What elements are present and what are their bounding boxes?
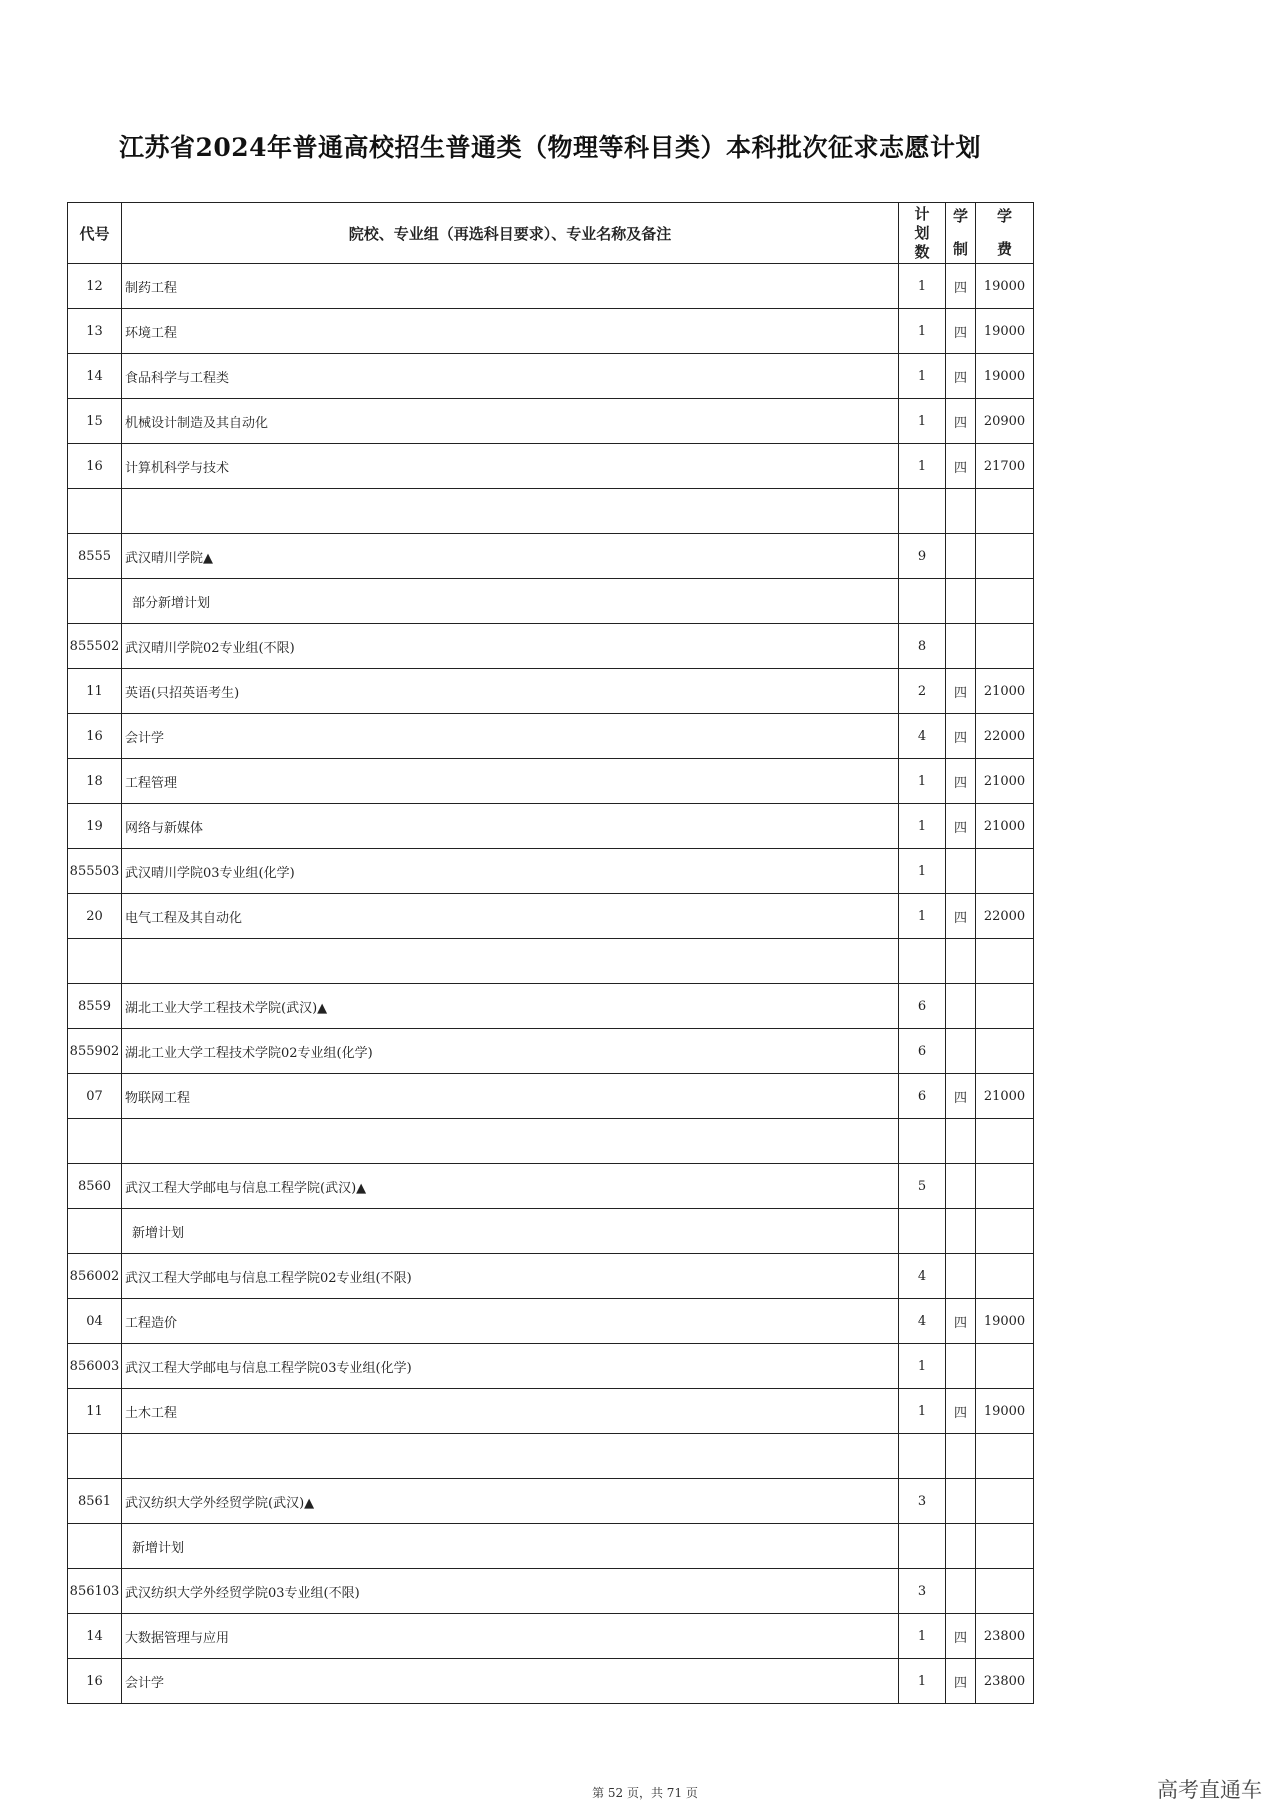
cell-system [946, 939, 976, 984]
cell-name: 计算机科学与技术 [122, 444, 899, 489]
page-title: 江苏省2024年普通高校招生普通类（物理等科目类）本科批次征求志愿计划 [118, 133, 982, 162]
cell-system [946, 1029, 976, 1074]
cell-name: 武汉纺织大学外经贸学院03专业组(不限) [122, 1569, 899, 1614]
cell-system: 四 [946, 759, 976, 804]
cell-name: 英语(只招英语考生) [122, 669, 899, 714]
cell-plan [899, 1434, 946, 1479]
table-row [68, 1659, 1034, 1704]
table-header-row [68, 203, 1034, 264]
cell-system: 四 [946, 1614, 976, 1659]
cell-code: 16 [68, 444, 122, 489]
cell-code [68, 1524, 122, 1569]
cell-fee: 22000 [976, 714, 1034, 759]
cell-fee: 21000 [976, 804, 1034, 849]
cell-fee [976, 624, 1034, 669]
cell-plan: 9 [899, 534, 946, 579]
cell-system [946, 1524, 976, 1569]
cell-system: 四 [946, 669, 976, 714]
cell-code: 14 [68, 354, 122, 399]
table-row [68, 1074, 1034, 1119]
cell-name: 武汉晴川学院▲ [122, 534, 899, 579]
cell-system [946, 1164, 976, 1209]
cell-code: 07 [68, 1074, 122, 1119]
cell-name: 工程管理 [122, 759, 899, 804]
cell-system [946, 1479, 976, 1524]
cell-plan: 4 [899, 1299, 946, 1344]
cell-name: 大数据管理与应用 [122, 1614, 899, 1659]
cell-system [946, 579, 976, 624]
cell-fee [976, 579, 1034, 624]
table-row [68, 354, 1034, 399]
cell-name: 新增计划 [122, 1209, 899, 1254]
table-row [68, 804, 1034, 849]
cell-fee [976, 1434, 1034, 1479]
cell-name [122, 1119, 899, 1164]
cell-fee [976, 1209, 1034, 1254]
cell-code: 12 [68, 264, 122, 309]
table-row [68, 264, 1034, 309]
cell-fee [976, 1164, 1034, 1209]
cell-code: 18 [68, 759, 122, 804]
table-row [68, 489, 1034, 534]
table-body [68, 264, 1034, 1704]
cell-name: 土木工程 [122, 1389, 899, 1434]
table-row [68, 624, 1034, 669]
cell-system [946, 984, 976, 1029]
cell-name: 新增计划 [122, 1524, 899, 1569]
table-row [68, 1569, 1034, 1614]
cell-code [68, 1434, 122, 1479]
cell-plan: 1 [899, 1659, 946, 1704]
cell-name: 武汉工程大学邮电与信息工程学院02专业组(不限) [122, 1254, 899, 1299]
cell-code: 20 [68, 894, 122, 939]
cell-system: 四 [946, 1659, 976, 1704]
cell-plan: 1 [899, 309, 946, 354]
cell-system [946, 1119, 976, 1164]
cell-code: 855503 [68, 849, 122, 894]
cell-plan [899, 939, 946, 984]
header-fee: 学 费 [976, 203, 1034, 264]
table-row [68, 309, 1034, 354]
table-row [68, 1524, 1034, 1569]
cell-plan: 1 [899, 849, 946, 894]
table-row [68, 534, 1034, 579]
cell-system [946, 1254, 976, 1299]
cell-code [68, 1209, 122, 1254]
cell-system: 四 [946, 1074, 976, 1119]
cell-code: 855902 [68, 1029, 122, 1074]
cell-plan: 1 [899, 1344, 946, 1389]
cell-name: 武汉工程大学邮电与信息工程学院03专业组(化学) [122, 1344, 899, 1389]
header-code: 代号 [68, 203, 122, 264]
cell-plan: 1 [899, 759, 946, 804]
cell-code [68, 579, 122, 624]
cell-plan: 2 [899, 669, 946, 714]
cell-code: 11 [68, 1389, 122, 1434]
cell-name: 武汉纺织大学外经贸学院(武汉)▲ [122, 1479, 899, 1524]
cell-plan: 5 [899, 1164, 946, 1209]
cell-plan [899, 1119, 946, 1164]
cell-plan: 3 [899, 1479, 946, 1524]
cell-plan: 1 [899, 1389, 946, 1434]
cell-fee [976, 534, 1034, 579]
cell-code: 8555 [68, 534, 122, 579]
cell-plan: 1 [899, 264, 946, 309]
cell-name: 湖北工业大学工程技术学院02专业组(化学) [122, 1029, 899, 1074]
table-row [68, 1389, 1034, 1434]
cell-code: 856103 [68, 1569, 122, 1614]
cell-system [946, 1209, 976, 1254]
table-row [68, 579, 1034, 624]
table-row [68, 939, 1034, 984]
cell-fee: 21700 [976, 444, 1034, 489]
cell-name: 会计学 [122, 1659, 899, 1704]
cell-fee: 21000 [976, 1074, 1034, 1119]
cell-name: 制药工程 [122, 264, 899, 309]
cell-code: 856002 [68, 1254, 122, 1299]
cell-code: 16 [68, 714, 122, 759]
cell-fee: 19000 [976, 264, 1034, 309]
cell-fee [976, 1569, 1034, 1614]
cell-system [946, 534, 976, 579]
cell-code: 15 [68, 399, 122, 444]
cell-fee [976, 1119, 1034, 1164]
cell-code: 14 [68, 1614, 122, 1659]
table-row [68, 444, 1034, 489]
cell-fee [976, 1254, 1034, 1299]
cell-system [946, 849, 976, 894]
cell-fee: 21000 [976, 759, 1034, 804]
cell-name: 电气工程及其自动化 [122, 894, 899, 939]
cell-plan [899, 1209, 946, 1254]
cell-plan: 1 [899, 354, 946, 399]
cell-plan: 6 [899, 1029, 946, 1074]
cell-fee: 23800 [976, 1659, 1034, 1704]
cell-fee: 22000 [976, 894, 1034, 939]
cell-code: 04 [68, 1299, 122, 1344]
cell-plan: 4 [899, 1254, 946, 1299]
cell-plan: 3 [899, 1569, 946, 1614]
cell-name: 会计学 [122, 714, 899, 759]
cell-system: 四 [946, 1299, 976, 1344]
table-row [68, 399, 1034, 444]
cell-fee: 19000 [976, 1389, 1034, 1434]
cell-name: 机械设计制造及其自动化 [122, 399, 899, 444]
cell-name: 部分新增计划 [122, 579, 899, 624]
table-row [68, 1029, 1034, 1074]
header-plan: 计 划 数 [899, 203, 946, 264]
cell-name: 食品科学与工程类 [122, 354, 899, 399]
cell-code [68, 1119, 122, 1164]
table-row [68, 759, 1034, 804]
cell-plan: 8 [899, 624, 946, 669]
table-row [68, 1254, 1034, 1299]
cell-system: 四 [946, 309, 976, 354]
cell-code: 19 [68, 804, 122, 849]
cell-system: 四 [946, 1389, 976, 1434]
cell-name [122, 939, 899, 984]
cell-fee: 20900 [976, 399, 1034, 444]
cell-plan: 1 [899, 804, 946, 849]
cell-plan: 1 [899, 444, 946, 489]
header-name: 院校、专业组（再选科目要求）、专业名称及备注 [122, 203, 899, 264]
cell-name: 物联网工程 [122, 1074, 899, 1119]
table-row [68, 1434, 1034, 1479]
page-footer: 第 52 页，共 71 页 [592, 1786, 698, 1800]
cell-plan: 1 [899, 399, 946, 444]
cell-system [946, 1434, 976, 1479]
cell-system: 四 [946, 714, 976, 759]
cell-system [946, 1569, 976, 1614]
table-row [68, 1614, 1034, 1659]
table-row [68, 669, 1034, 714]
cell-fee [976, 1029, 1034, 1074]
cell-system: 四 [946, 804, 976, 849]
enrollment-plan-table [67, 202, 1034, 1704]
cell-plan: 1 [899, 1614, 946, 1659]
cell-name: 湖北工业大学工程技术学院(武汉)▲ [122, 984, 899, 1029]
cell-fee [976, 849, 1034, 894]
cell-plan: 6 [899, 1074, 946, 1119]
cell-plan: 1 [899, 894, 946, 939]
cell-name: 武汉晴川学院03专业组(化学) [122, 849, 899, 894]
cell-plan [899, 579, 946, 624]
table-row [68, 1299, 1034, 1344]
cell-name: 武汉晴川学院02专业组(不限) [122, 624, 899, 669]
cell-system [946, 489, 976, 534]
cell-code: 856003 [68, 1344, 122, 1389]
cell-system: 四 [946, 354, 976, 399]
cell-name [122, 489, 899, 534]
watermark: 高考直通车 [1157, 1778, 1262, 1802]
cell-plan: 4 [899, 714, 946, 759]
cell-fee: 23800 [976, 1614, 1034, 1659]
table-row [68, 1479, 1034, 1524]
cell-plan: 6 [899, 984, 946, 1029]
cell-name: 工程造价 [122, 1299, 899, 1344]
cell-fee: 19000 [976, 1299, 1034, 1344]
table-row [68, 1209, 1034, 1254]
cell-fee: 19000 [976, 309, 1034, 354]
cell-fee [976, 939, 1034, 984]
cell-code [68, 489, 122, 534]
cell-system [946, 1344, 976, 1389]
cell-fee: 19000 [976, 354, 1034, 399]
cell-system: 四 [946, 894, 976, 939]
table-row [68, 984, 1034, 1029]
cell-code: 8560 [68, 1164, 122, 1209]
table-row [68, 849, 1034, 894]
table-row [68, 1119, 1034, 1164]
cell-fee [976, 1479, 1034, 1524]
cell-code: 11 [68, 669, 122, 714]
cell-code: 8559 [68, 984, 122, 1029]
table-row [68, 714, 1034, 759]
cell-fee [976, 1524, 1034, 1569]
cell-fee [976, 1344, 1034, 1389]
cell-name: 环境工程 [122, 309, 899, 354]
cell-code: 16 [68, 1659, 122, 1704]
cell-system: 四 [946, 444, 976, 489]
cell-code: 13 [68, 309, 122, 354]
cell-plan [899, 1524, 946, 1569]
cell-code [68, 939, 122, 984]
cell-name: 网络与新媒体 [122, 804, 899, 849]
table-row [68, 1164, 1034, 1209]
cell-code: 8561 [68, 1479, 122, 1524]
cell-plan [899, 489, 946, 534]
cell-fee [976, 489, 1034, 534]
header-system: 学 制 [946, 203, 976, 264]
cell-fee [976, 984, 1034, 1029]
cell-code: 855502 [68, 624, 122, 669]
cell-system: 四 [946, 399, 976, 444]
cell-fee: 21000 [976, 669, 1034, 714]
cell-system: 四 [946, 264, 976, 309]
table-row [68, 1344, 1034, 1389]
cell-name: 武汉工程大学邮电与信息工程学院(武汉)▲ [122, 1164, 899, 1209]
cell-system [946, 624, 976, 669]
cell-name [122, 1434, 899, 1479]
table-row [68, 894, 1034, 939]
